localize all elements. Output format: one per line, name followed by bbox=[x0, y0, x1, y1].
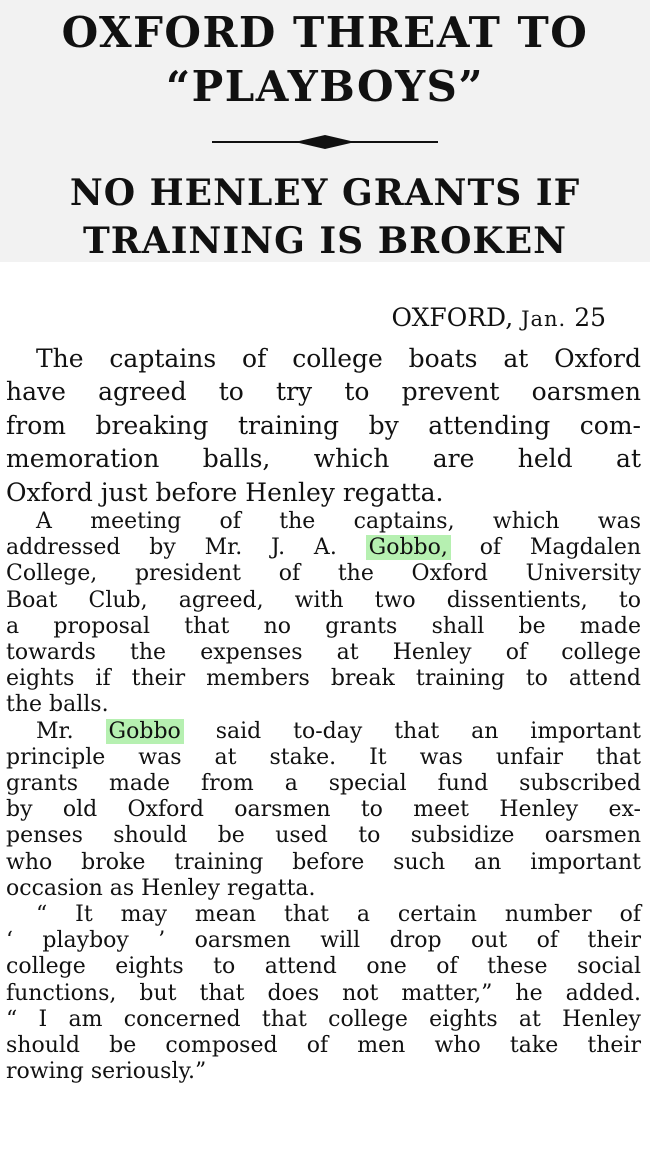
text-line: penses should be used to subsidize oarsmen bbox=[6, 823, 641, 849]
subheadline-line-1: NO HENLEY GRANTS IF bbox=[69, 172, 581, 214]
headline-line-2: “PLAYBOYS” bbox=[165, 62, 485, 111]
dateline bbox=[392, 303, 606, 334]
text-line: principle was at stake. It was unfair that bbox=[6, 744, 641, 770]
text-line: who broke training before such an important bbox=[6, 849, 641, 875]
headline-line-1: OXFORD THREAT TO bbox=[61, 8, 589, 57]
dateline-day: 25 bbox=[574, 303, 606, 332]
highlighted-name: Gobbo bbox=[106, 719, 184, 744]
text-line: “ I am concerned that college eights at Henley bbox=[6, 1006, 641, 1032]
text-line: the balls. bbox=[6, 692, 109, 718]
text-line: towards the expenses at Henley of college bbox=[6, 640, 641, 666]
divider-ornament-icon bbox=[295, 135, 355, 149]
highlighted-name: Gobbo, bbox=[366, 535, 451, 560]
text-line: Oxford just before Henley regatta. bbox=[6, 477, 444, 507]
text-line: The captains of college boats at Oxford bbox=[36, 344, 641, 373]
paragraph-lead bbox=[6, 342, 641, 509]
text-line: College, president of the Oxford University bbox=[6, 561, 641, 587]
subheadline-line-2: TRAINING IS BROKEN bbox=[82, 220, 568, 262]
text-line: Boat Club, agreed, with two dissentients, to bbox=[6, 587, 641, 613]
headline-block bbox=[0, 0, 650, 262]
text-fragment: said to-day that an important bbox=[215, 718, 641, 744]
text-line: A meeting of the captains, which was bbox=[36, 509, 641, 535]
text-fragment: Mr. bbox=[36, 718, 74, 744]
dateline-month: Jan. bbox=[521, 307, 567, 331]
text-line: rowing seriously.” bbox=[6, 1059, 207, 1085]
text-line: occasion as Henley regatta. bbox=[6, 875, 316, 901]
text-line: memoration balls, which are held at bbox=[6, 444, 641, 474]
text-line-with-highlight bbox=[6, 535, 641, 561]
dateline-place: OXFORD, bbox=[391, 303, 514, 332]
text-line-with-highlight bbox=[6, 719, 641, 745]
text-fragment: of Magdalen bbox=[479, 535, 642, 561]
text-fragment: addressed by Mr. J. A. bbox=[6, 535, 337, 561]
article-body bbox=[0, 262, 650, 1153]
text-line: college eights to attend one of these social bbox=[6, 954, 641, 980]
text-line: have agreed to try to prevent oarsmen bbox=[6, 377, 641, 407]
text-line: grants made from a special fund subscribed bbox=[6, 771, 641, 797]
text-line: a proposal that no grants shall be made bbox=[6, 613, 641, 639]
text-line: “ It may mean that a certain number of bbox=[36, 902, 641, 928]
text-line: from breaking training by attending com- bbox=[6, 410, 641, 440]
text-line: eights if their members break training to attend bbox=[6, 666, 641, 692]
article-text bbox=[6, 342, 641, 1086]
paragraph-meeting bbox=[6, 509, 641, 719]
text-line: functions, but that does not matter,” he added. bbox=[6, 980, 641, 1006]
text-line: by old Oxford oarsmen to meet Henley ex- bbox=[6, 797, 641, 823]
paragraph-quote bbox=[6, 902, 641, 1085]
paragraph-statement bbox=[6, 719, 641, 902]
text-line: ‘ playboy ’ oarsmen will drop out of their bbox=[6, 928, 641, 954]
text-line: should be composed of men who take their bbox=[6, 1033, 641, 1059]
